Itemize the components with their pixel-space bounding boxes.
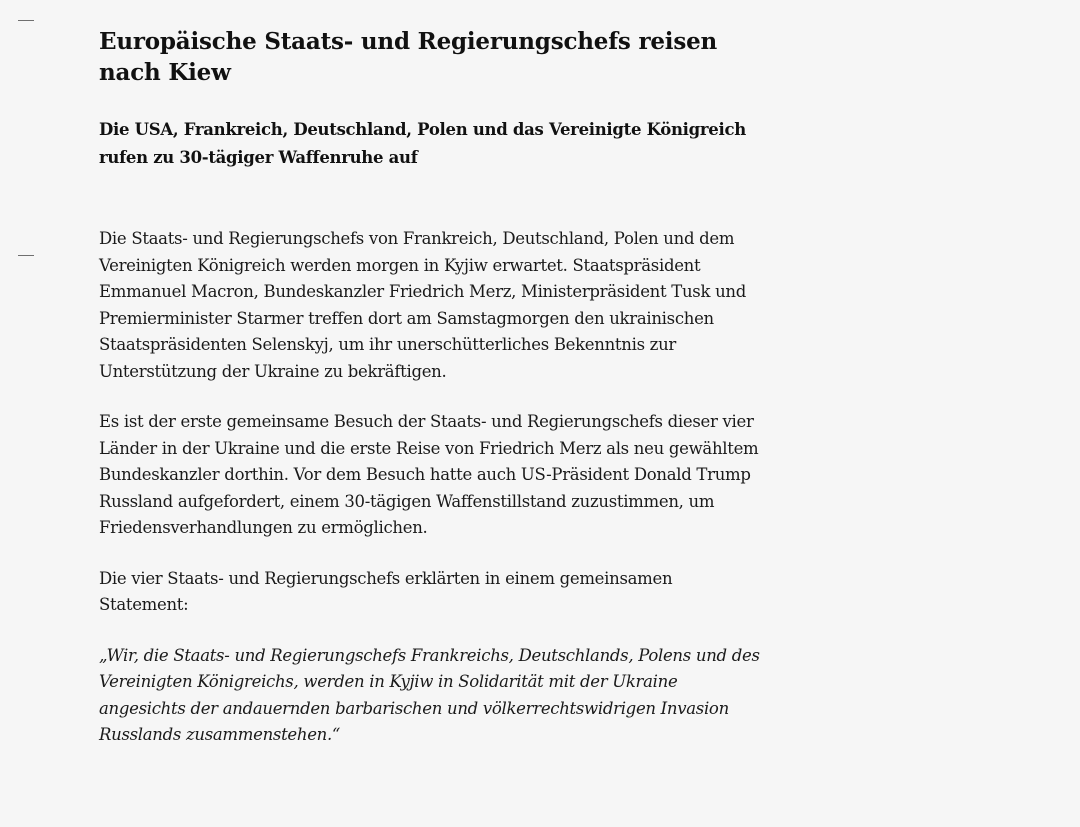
- paragraph-2: Es ist der erste gemeinsame Besuch der Staats- und Regierungschefs dieser vier Länder in der Ukraine und die erste Reise von Friedrich Merz als neu gewähltem Bundeskanzler dorthin. Vor dem Besuch hatte auch US-Präsident Donald Trump Russland aufgefordert, einem 30-tägigen Waffenstillstand zuzustimmen, um Friedensverhandlungen zu ermöglichen.: [99, 412, 759, 537]
- margin-marker-top: [18, 20, 34, 21]
- article: [99, 26, 764, 773]
- paragraph-3: Die vier Staats- und Regierungschefs erklärten in einem gemeinsamen Statement:: [99, 568, 673, 614]
- margin-marker-body: [18, 255, 34, 256]
- paragraph-1: Die Staats- und Regierungschefs von Frankreich, Deutschland, Polen und dem Vereinigten Königreich werden morgen in Kyjiw erwartet. Staatspräsident Emmanuel Macron, Bundeskanzler Friedrich Merz, Ministerpräsident Tusk und Premierminister Starmer treffen dort am Samstagmorgen den ukrainischen Staatspräsidenten Selenskyj, um ihr unerschütterliches Bekenntnis zur Unterstützung der Ukraine zu bekräftigen.: [99, 229, 747, 381]
- statement-quote: „Wir, die Staats- und Regierungschefs Frankreichs, Deutschlands, Polens und des Vereinigten Königreichs, werden in Kyjiw in Solidarität mit der Ukraine angesichts der andauernden barbarischen und völkerrechtswidrigen Invasion Russlands zusammenstehen.“: [99, 645, 760, 744]
- article-body: [99, 226, 764, 749]
- article-headline: Europäische Staats- und Regierungschefs reisen nach Kiew: [99, 28, 718, 86]
- article-subheadline: Die USA, Frankreich, Deutschland, Polen und das Vereinigte Königreich rufen zu 30-tägiger Waffenruhe auf: [99, 120, 746, 167]
